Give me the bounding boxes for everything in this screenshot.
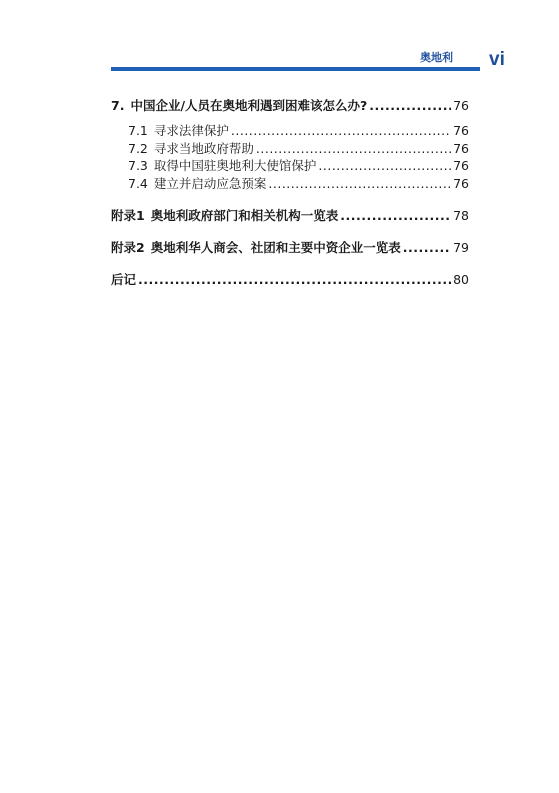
toc-title: 中国企业/人员在奥地利遇到困难该怎么办? bbox=[130, 98, 368, 113]
toc-title: 取得中国驻奥地利大使馆保护 bbox=[153, 158, 317, 173]
toc-leader bbox=[369, 98, 451, 113]
toc-entry-7-2[interactable] bbox=[128, 139, 469, 157]
toc-leader bbox=[231, 123, 451, 138]
toc-title: 后记 bbox=[111, 272, 137, 287]
toc-entry-appendix-2[interactable] bbox=[111, 238, 469, 256]
toc-page: 76 bbox=[453, 123, 469, 138]
toc-leader bbox=[340, 208, 451, 223]
toc-entry-7-4[interactable] bbox=[128, 174, 469, 192]
toc-title: 寻求当地政府帮助 bbox=[153, 141, 254, 156]
running-header-title: 奥地利 bbox=[420, 51, 453, 64]
toc-entry-afterword[interactable] bbox=[111, 270, 469, 288]
toc-entry-7-1[interactable] bbox=[128, 121, 469, 139]
toc-leader bbox=[403, 240, 451, 255]
toc-entry-appendix-1[interactable] bbox=[111, 206, 469, 224]
toc-leader bbox=[268, 176, 451, 191]
toc-title: 寻求法律保护 bbox=[153, 123, 229, 138]
toc-number: 7.2 bbox=[128, 141, 148, 156]
toc-number: 7. bbox=[111, 98, 125, 113]
toc-page: 76 bbox=[453, 141, 469, 156]
toc-leader bbox=[318, 158, 451, 173]
toc-leader bbox=[138, 272, 451, 287]
toc-number: 附录2 bbox=[111, 240, 145, 255]
toc-page: 78 bbox=[453, 208, 469, 223]
toc-number: 附录1 bbox=[111, 208, 145, 223]
toc-entry-7-3[interactable] bbox=[128, 156, 469, 174]
toc-title: 奥地利政府部门和相关机构一览表 bbox=[150, 208, 339, 223]
toc-number: 7.4 bbox=[128, 176, 148, 191]
header-rule bbox=[111, 67, 480, 71]
toc-number: 7.1 bbox=[128, 123, 148, 138]
toc-page: 79 bbox=[453, 240, 469, 255]
toc-title: 奥地利华人商会、社团和主要中资企业一览表 bbox=[150, 240, 401, 255]
toc-page: 76 bbox=[453, 158, 469, 173]
toc-leader bbox=[256, 141, 451, 156]
toc-page: 80 bbox=[453, 272, 469, 287]
toc-page: 76 bbox=[453, 98, 469, 113]
toc-number: 7.3 bbox=[128, 158, 148, 173]
toc-page: 76 bbox=[453, 176, 469, 191]
page-number: vi bbox=[489, 49, 505, 70]
toc-entry-7[interactable] bbox=[111, 96, 469, 114]
toc-title: 建立并启动应急预案 bbox=[153, 176, 267, 191]
